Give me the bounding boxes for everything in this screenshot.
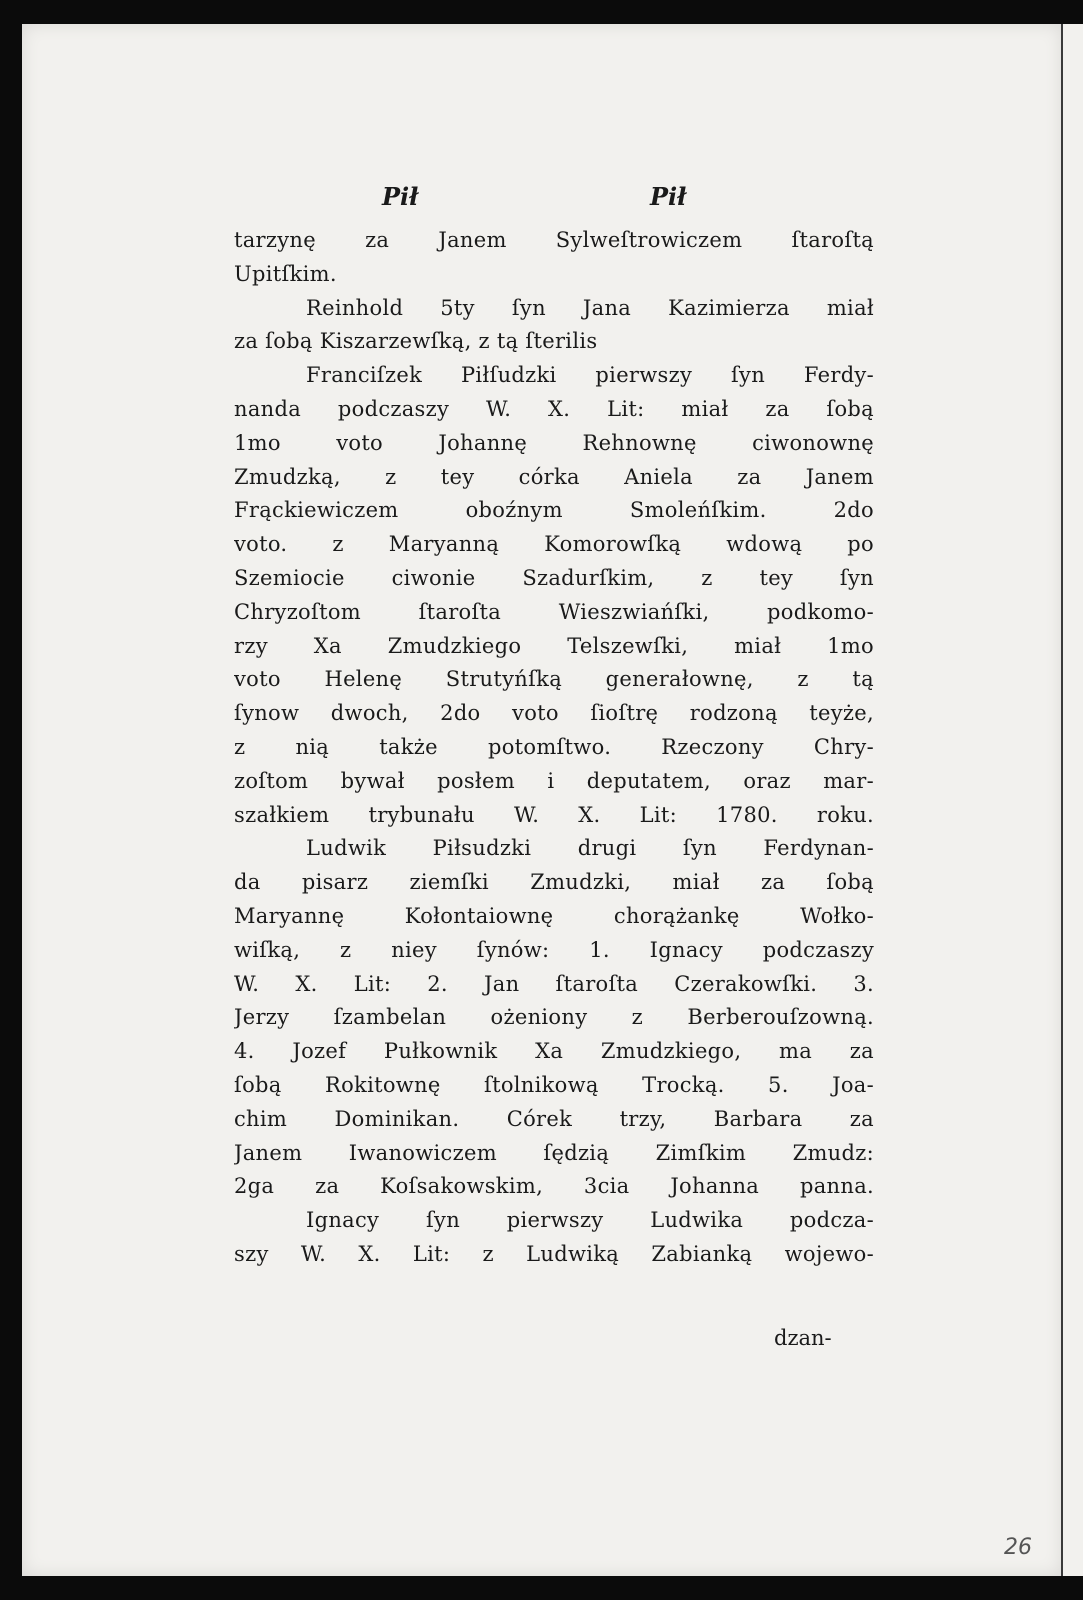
text-line: Szemiocie ciwonie Szadurſkim, z tey ſyn [234,565,874,590]
text-line: szy W. X. Lit: z Ludwiką Zabianką wojewo- [234,1241,874,1266]
text-line: voto. z Maryanną Komorowſką wdową po [234,532,874,557]
body-text [234,224,874,1272]
text-line: Maryannę Kołontaiownę chorążankę Wołko- [234,903,874,928]
text-line: Upitſkim. [234,261,337,286]
book-page [22,24,1062,1576]
text-line: rzy Xa Zmudzkiego Telszewſki, miał 1mo [234,633,874,658]
text-line: 2ga za Koſsakowskim, 3cia Johanna panna. [234,1174,874,1199]
text-line: ſynow dwoch, 2do voto ſioſtrę rodzoną teyże, [234,701,874,726]
text-line: Ignacy ſyn pierwszy Ludwika podcza- [306,1208,874,1233]
text-line: Reinhold 5ty ſyn Jana Kazimierza miał [306,295,874,320]
text-line: 4. Jozef Pułkownik Xa Zmudzkiego, ma za [234,1039,874,1064]
text-line: Frąckiewiczem oboźnym Smoleńſkim. 2do [234,498,874,523]
text-line: Ludwik Piłsudzki drugi ſyn Ferdynan- [306,836,874,861]
text-line: szałkiem trybunału W. X. Lit: 1780. roku. [234,802,874,827]
text-line: da pisarz ziemſki Zmudzki, miał za ſobą [234,870,874,895]
text-line: ſobą Rokitownę ſtolnikową Trocką. 5. Joa- [234,1072,874,1097]
text-line: Jerzy ſzambelan ożeniony z Berberouſzowną. [234,1005,874,1030]
text-line: wiſką, z niey ſynów: 1. Ignacy podczaszy [234,937,874,962]
text-line: nanda podczaszy W. X. Lit: miał za ſobą [234,396,874,421]
catchword: dzan- [774,1326,832,1350]
text-line: W. X. Lit: 2. Jan ſtaroſta Czerakowſki. 3. [234,971,874,996]
text-line: zoſtom bywał posłem i deputatem, oraz mar- [234,768,874,793]
text-line: za ſobą Kiszarzewſką, z tą ſterilis [234,329,598,354]
text-line: 1mo voto Johannę Rehnownę ciwonownę [234,430,874,455]
text-line: Chryzoſtom ſtaroſta Wieszwiańſki, podkomo- [234,599,874,624]
text-line: Franciſzek Piłſudzki pierwszy ſyn Ferdy- [306,363,874,388]
folio-number: 26 [1004,1535,1032,1560]
page-edge [1061,24,1083,1576]
text-line: Zmudzką, z tey córka Aniela za Janem [234,464,874,489]
text-line: voto Helenę Strutyńſką generałownę, z tą [234,667,874,692]
text-line: chim Dominikan. Córek trzy, Barbara za [234,1106,874,1131]
text-line: tarzynę za Janem Sylweſtrowiczem ſtaroſtą [234,228,874,252]
running-head-right: Pił [650,182,687,211]
text-line: z nią także potomſtwo. Rzeczony Chry- [234,734,874,759]
running-head-left: Pił [382,182,419,211]
running-head [22,182,1062,212]
text-line: Janem Iwanowiczem ſędzią Zimſkim Zmudz: [234,1140,874,1165]
